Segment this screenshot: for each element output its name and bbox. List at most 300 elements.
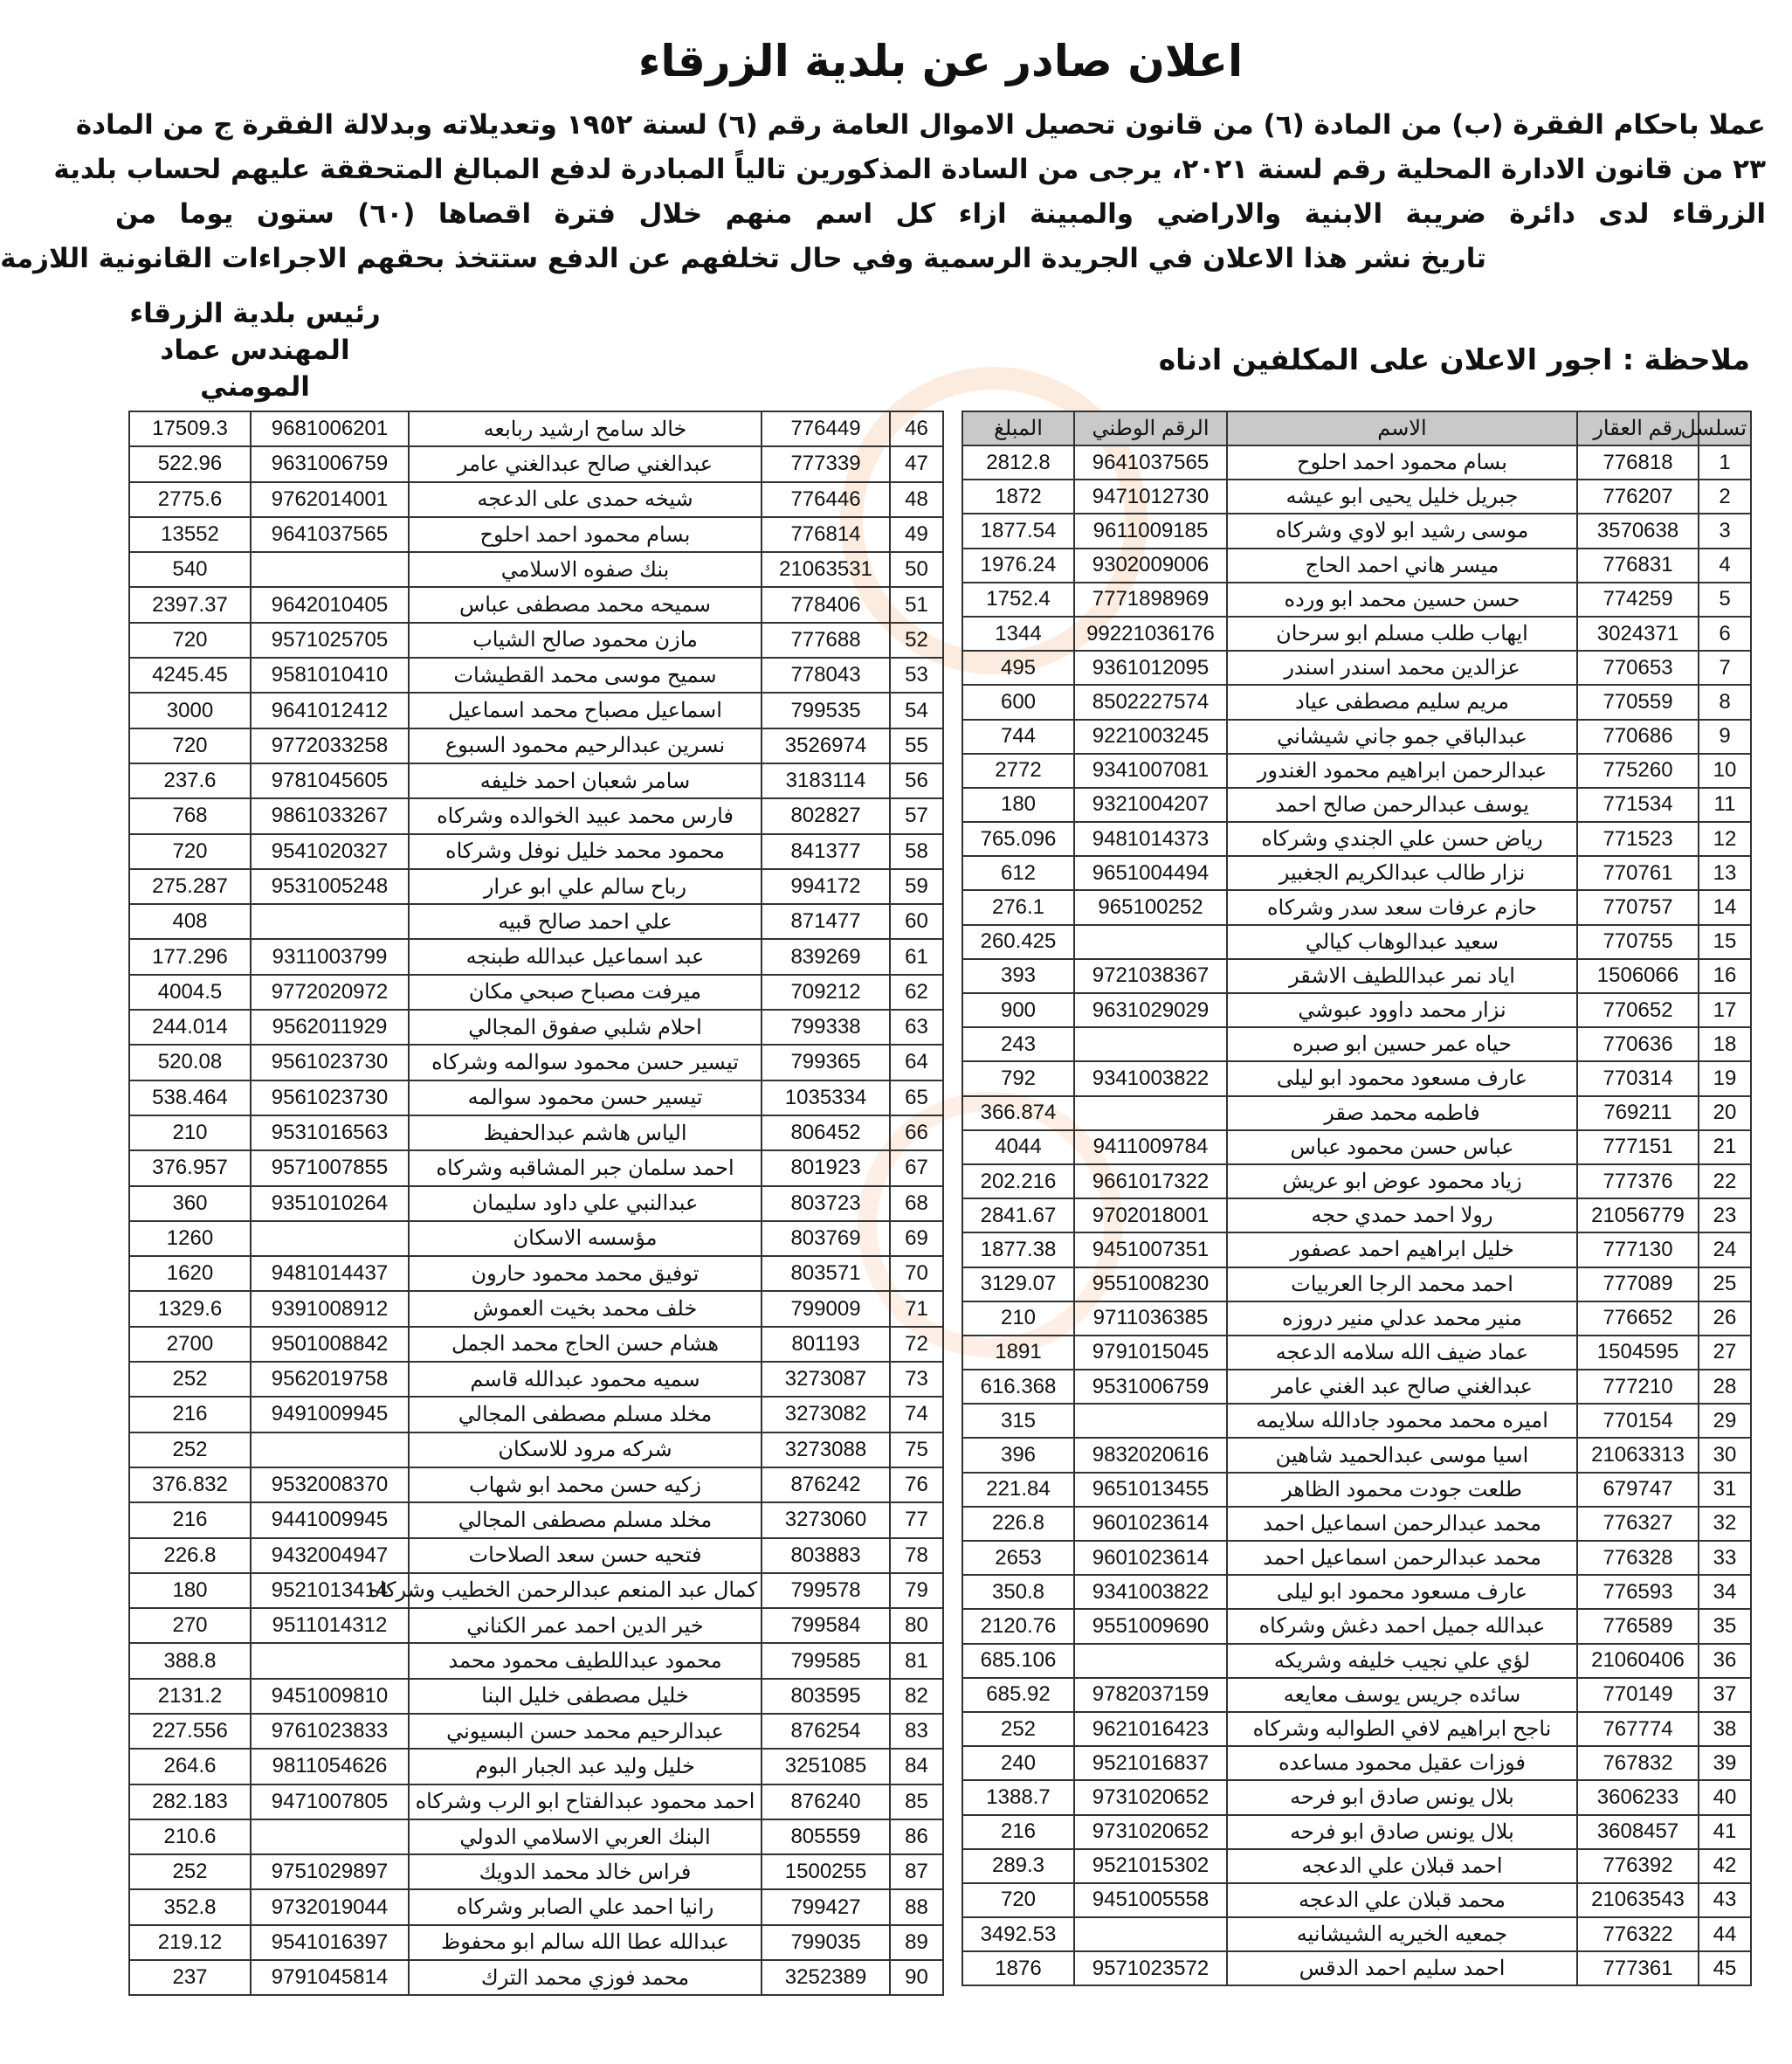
body-line: ٢٣ من قانون الادارة المحلية رقم لسنة ٢٠٢١، يرجى من السادة المذكورين تالياً المبادرة لدفع المبالغ المتحققة عليهم لحساب بلدية bbox=[53, 154, 1766, 185]
cell-name: خالد سامح ارشيد ربابعه bbox=[409, 411, 762, 446]
cell-national-id: 9441009945 bbox=[251, 1502, 409, 1537]
cell-property-number: 679747 bbox=[1577, 1473, 1699, 1507]
cell-serial: 80 bbox=[890, 1608, 943, 1643]
signature-block bbox=[124, 295, 386, 405]
cell-name: عبدالرحمن ابراهيم محمود الغندور bbox=[1227, 754, 1577, 788]
cell-amount: 244.014 bbox=[129, 1010, 251, 1045]
cell-amount: 2397.37 bbox=[129, 587, 251, 622]
table-row bbox=[962, 1609, 1751, 1643]
cell-property-number: 803769 bbox=[762, 1221, 890, 1256]
cell-national-id: 9791045814 bbox=[251, 1960, 409, 1995]
cell-amount: 264.6 bbox=[129, 1749, 251, 1784]
table-row bbox=[962, 1883, 1751, 1917]
cell-name: كمال عبد المنعم عبدالرحمن الخطيب وشركاه bbox=[409, 1573, 762, 1608]
cell-name: عارف مسعود محمود ابو ليلى bbox=[1227, 1061, 1577, 1095]
cell-name: عارف مسعود محمود ابو ليلى bbox=[1227, 1575, 1577, 1609]
cell-national-id: 7771898969 bbox=[1074, 583, 1227, 617]
cell-property-number: 3570638 bbox=[1577, 514, 1699, 548]
cell-serial: 9 bbox=[1699, 720, 1751, 754]
cell-property-number: 3273088 bbox=[762, 1432, 890, 1467]
cell-serial: 44 bbox=[1699, 1917, 1751, 1951]
table-row bbox=[962, 514, 1751, 548]
cell-amount: 226.8 bbox=[129, 1538, 251, 1573]
cell-amount: 376.832 bbox=[129, 1467, 251, 1502]
cell-amount: 765.096 bbox=[962, 822, 1074, 856]
cell-national-id: 9302009006 bbox=[1074, 549, 1227, 583]
cell-property-number: 769211 bbox=[1577, 1096, 1699, 1130]
cell-name: احمد قبلان علي الدعجه bbox=[1227, 1849, 1577, 1883]
cell-national-id: 9641037565 bbox=[251, 517, 409, 552]
cell-amount: 260.425 bbox=[962, 925, 1074, 959]
cell-name: عبد اسماعيل عبدالله طبنجه bbox=[409, 939, 762, 974]
table-row bbox=[129, 1608, 943, 1643]
cell-amount: 1976.24 bbox=[962, 549, 1074, 583]
cell-amount: 210.6 bbox=[129, 1819, 251, 1854]
cell-national-id: 9832020616 bbox=[1074, 1438, 1227, 1472]
cell-serial: 32 bbox=[1699, 1507, 1751, 1541]
table-row bbox=[962, 651, 1751, 685]
cell-property-number: 776593 bbox=[1577, 1575, 1699, 1609]
table-row bbox=[129, 1467, 943, 1502]
cell-property-number: 770653 bbox=[1577, 651, 1699, 685]
cell-property-number: 777151 bbox=[1577, 1130, 1699, 1164]
cell-name: سميح موسى محمد القطيشات bbox=[409, 658, 762, 693]
table-row bbox=[129, 587, 943, 622]
cell-serial: 86 bbox=[890, 1819, 943, 1854]
cell-serial: 28 bbox=[1699, 1370, 1751, 1404]
cell-property-number: 770314 bbox=[1577, 1061, 1699, 1095]
table-row bbox=[129, 1327, 943, 1362]
cell-amount: 243 bbox=[962, 1027, 1074, 1061]
cell-serial: 33 bbox=[1699, 1541, 1751, 1575]
cell-serial: 84 bbox=[890, 1749, 943, 1784]
cell-national-id: 9471007805 bbox=[251, 1784, 409, 1819]
table-row bbox=[129, 869, 943, 904]
cell-name: خليل وليد عبد الجبار البوم bbox=[409, 1749, 762, 1784]
cell-name: سائده جريس يوسف معايعه bbox=[1227, 1678, 1577, 1712]
cell-property-number: 776449 bbox=[762, 411, 890, 446]
header-serial: تسلسل bbox=[1699, 411, 1751, 445]
cell-amount: 252 bbox=[129, 1362, 251, 1397]
cell-amount: 216 bbox=[962, 1815, 1074, 1849]
cell-national-id: 9571023572 bbox=[1074, 1951, 1227, 1985]
table-row bbox=[129, 1538, 943, 1573]
table-row bbox=[129, 1150, 943, 1185]
cell-amount: 1752.4 bbox=[962, 583, 1074, 617]
cell-property-number: 776818 bbox=[1577, 445, 1699, 480]
table-row bbox=[962, 1267, 1751, 1301]
table-row bbox=[129, 1925, 943, 1960]
cell-property-number: 776814 bbox=[762, 517, 890, 552]
cell-national-id: 9791015045 bbox=[1074, 1336, 1227, 1370]
cell-national-id bbox=[251, 1819, 409, 1854]
cell-national-id: 9571007855 bbox=[251, 1150, 409, 1185]
table-row bbox=[129, 1679, 943, 1714]
cell-national-id: 9761023833 bbox=[251, 1714, 409, 1749]
cell-serial: 85 bbox=[890, 1784, 943, 1819]
cell-name: محمد قبلان علي الدعجه bbox=[1227, 1883, 1577, 1917]
cell-name: رولا احمد حمدي حجه bbox=[1227, 1198, 1577, 1232]
table-row bbox=[962, 1301, 1751, 1336]
cell-national-id: 9341007081 bbox=[1074, 754, 1227, 788]
cell-national-id: 9751029897 bbox=[251, 1854, 409, 1889]
table-row bbox=[129, 904, 943, 939]
cell-property-number: 770636 bbox=[1577, 1027, 1699, 1061]
cell-property-number: 799427 bbox=[762, 1889, 890, 1924]
cell-property-number: 777339 bbox=[762, 446, 890, 481]
cell-amount: 900 bbox=[962, 993, 1074, 1027]
cell-amount: 538.464 bbox=[129, 1080, 251, 1115]
cell-amount: 2841.67 bbox=[962, 1198, 1074, 1232]
cell-name: الياس هاشم عبدالحفيظ bbox=[409, 1115, 762, 1150]
cell-serial: 90 bbox=[890, 1960, 943, 1995]
table-row bbox=[962, 480, 1751, 514]
cell-name: احمد سليم احمد الدقس bbox=[1227, 1951, 1577, 1985]
cell-amount: 2772 bbox=[962, 754, 1074, 788]
cell-national-id bbox=[251, 1432, 409, 1467]
cell-serial: 13 bbox=[1699, 856, 1751, 890]
cell-serial: 17 bbox=[1699, 993, 1751, 1027]
cell-serial: 58 bbox=[890, 834, 943, 869]
cell-amount: 216 bbox=[129, 1502, 251, 1537]
cell-name: نزار طالب عبدالكريم الجغبير bbox=[1227, 856, 1577, 890]
cell-property-number: 3608457 bbox=[1577, 1815, 1699, 1849]
cell-property-number: 777376 bbox=[1577, 1164, 1699, 1198]
cell-amount: 227.556 bbox=[129, 1714, 251, 1749]
table-row bbox=[129, 1960, 943, 1995]
cell-serial: 30 bbox=[1699, 1438, 1751, 1472]
cell-property-number: 871477 bbox=[762, 904, 890, 939]
table-row bbox=[129, 1432, 943, 1467]
cell-national-id bbox=[1074, 1917, 1227, 1951]
cell-property-number: 778406 bbox=[762, 587, 890, 622]
cell-property-number: 799035 bbox=[762, 1925, 890, 1960]
table-row bbox=[129, 1221, 943, 1256]
cell-amount: 350.8 bbox=[962, 1575, 1074, 1609]
cell-amount: 1344 bbox=[962, 617, 1074, 651]
cell-property-number: 21056779 bbox=[1577, 1198, 1699, 1232]
cell-amount: 3000 bbox=[129, 693, 251, 728]
cell-amount: 408 bbox=[129, 904, 251, 939]
table-row bbox=[129, 482, 943, 517]
cell-amount: 366.874 bbox=[962, 1096, 1074, 1130]
cell-name: محمد عبدالرحمن اسماعيل احمد bbox=[1227, 1507, 1577, 1541]
cell-name: محمد فوزي محمد الترك bbox=[409, 1960, 762, 1995]
cell-name: عماد ضيف الله سلامه الدعجه bbox=[1227, 1336, 1577, 1370]
cell-property-number: 801923 bbox=[762, 1150, 890, 1185]
cell-amount: 720 bbox=[129, 728, 251, 763]
table-row bbox=[962, 1404, 1751, 1438]
cell-serial: 52 bbox=[890, 623, 943, 658]
body-line: تاريخ نشر هذا الاعلان في الجريدة الرسمية وفي حال تخلفهم عن الدفع ستتخذ بحقهم الاجراءات القانونية اللازمة bbox=[0, 243, 1486, 274]
cell-amount: 720 bbox=[129, 834, 251, 869]
cell-property-number: 841377 bbox=[762, 834, 890, 869]
cell-serial: 69 bbox=[890, 1221, 943, 1256]
cell-serial: 34 bbox=[1699, 1575, 1751, 1609]
cell-property-number: 776322 bbox=[1577, 1917, 1699, 1951]
cell-amount: 1877.38 bbox=[962, 1232, 1074, 1267]
cell-serial: 78 bbox=[890, 1538, 943, 1573]
cell-name: مخلد مسلم مصطفى المجالي bbox=[409, 1502, 762, 1537]
cell-serial: 66 bbox=[890, 1115, 943, 1150]
cell-national-id: 9511014312 bbox=[251, 1608, 409, 1643]
cell-serial: 88 bbox=[890, 1889, 943, 1924]
table-row bbox=[962, 1232, 1751, 1267]
cell-amount: 252 bbox=[962, 1712, 1074, 1746]
cell-serial: 67 bbox=[890, 1150, 943, 1185]
cell-name: زكيه حسن محمد ابو شهاب bbox=[409, 1467, 762, 1502]
cell-amount: 1620 bbox=[129, 1256, 251, 1291]
table-row bbox=[129, 1397, 943, 1432]
table-header bbox=[962, 411, 1751, 445]
cell-property-number: 3251085 bbox=[762, 1749, 890, 1784]
cell-name: سميحه محمد مصطفى عباس bbox=[409, 587, 762, 622]
cell-property-number: 770761 bbox=[1577, 856, 1699, 890]
cell-name: اميره محمد محمود جادالله سلايمه bbox=[1227, 1404, 1577, 1438]
table-row bbox=[962, 1849, 1751, 1883]
cell-amount: 792 bbox=[962, 1061, 1074, 1095]
header-property: رقم العقار bbox=[1577, 411, 1699, 445]
cell-national-id: 9521013414 bbox=[251, 1573, 409, 1608]
table-row bbox=[129, 975, 943, 1010]
cell-serial: 12 bbox=[1699, 822, 1751, 856]
cell-property-number: 771534 bbox=[1577, 788, 1699, 822]
cell-national-id: 9561023730 bbox=[251, 1045, 409, 1080]
cell-name: اياد نمر عبداللطيف الاشقر bbox=[1227, 959, 1577, 993]
cell-name: خليل مصطفى خليل البنا bbox=[409, 1679, 762, 1714]
cell-amount: 270 bbox=[129, 1608, 251, 1643]
cell-property-number: 1506066 bbox=[1577, 959, 1699, 993]
cell-national-id: 9361012095 bbox=[1074, 651, 1227, 685]
cell-serial: 45 bbox=[1699, 1951, 1751, 1985]
table-row bbox=[962, 1438, 1751, 1472]
cell-name: تيسير حسن محمود سوالمه وشركاه bbox=[409, 1045, 762, 1080]
cell-national-id: 9451005558 bbox=[1074, 1883, 1227, 1917]
cell-national-id: 9861033267 bbox=[251, 798, 409, 833]
cell-serial: 41 bbox=[1699, 1815, 1751, 1849]
cell-property-number: 799535 bbox=[762, 693, 890, 728]
cell-name: جبريل خليل يحيى ابو عيشه bbox=[1227, 480, 1577, 514]
cell-property-number: 776328 bbox=[1577, 1541, 1699, 1575]
cell-property-number: 3273087 bbox=[762, 1362, 890, 1397]
cell-name: خير الدين احمد عمر الكناني bbox=[409, 1608, 762, 1643]
cell-national-id: 9781045605 bbox=[251, 763, 409, 798]
cell-name: رانيا احمد علي الصابر وشركاه bbox=[409, 1889, 762, 1924]
cell-amount: 237.6 bbox=[129, 763, 251, 798]
cell-property-number: 876254 bbox=[762, 1714, 890, 1749]
cell-name: حازم عرفات سعد سدر وشركاه bbox=[1227, 890, 1577, 924]
cell-national-id: 9651013455 bbox=[1074, 1473, 1227, 1507]
cell-serial: 71 bbox=[890, 1291, 943, 1326]
table-row bbox=[129, 1889, 943, 1924]
cell-national-id: 9571025705 bbox=[251, 623, 409, 658]
cell-national-id: 9531006759 bbox=[1074, 1370, 1227, 1404]
cell-amount: 1260 bbox=[129, 1221, 251, 1256]
cell-amount: 180 bbox=[962, 788, 1074, 822]
table-row bbox=[962, 754, 1751, 788]
cell-serial: 83 bbox=[890, 1714, 943, 1749]
body-line: عملا باحكام الفقرة (ب) من المادة (٦) من قانون تحصيل الاموال العامة رقم (٦) لسنة ١٩٥٢ وتعديلاته وبدلالة الفقرة ج من المادة bbox=[75, 109, 1766, 141]
cell-serial: 3 bbox=[1699, 514, 1751, 548]
cell-serial: 16 bbox=[1699, 959, 1751, 993]
table-row bbox=[129, 1045, 943, 1080]
cell-property-number: 1500255 bbox=[762, 1854, 890, 1889]
cell-name: فارس محمد عبيد الخوالده وشركاه bbox=[409, 798, 762, 833]
cell-amount: 275.287 bbox=[129, 869, 251, 904]
cell-national-id: 9541016397 bbox=[251, 1925, 409, 1960]
table-row bbox=[129, 1080, 943, 1115]
cell-amount: 495 bbox=[962, 651, 1074, 685]
cell-serial: 1 bbox=[1699, 445, 1751, 480]
cell-national-id: 9541020327 bbox=[251, 834, 409, 869]
table-row bbox=[962, 1473, 1751, 1507]
table-row bbox=[962, 788, 1751, 822]
cell-name: شيخه حمدى على الدعجه bbox=[409, 482, 762, 517]
cell-name: فراس خالد محمد الدويك bbox=[409, 1854, 762, 1889]
cell-name: نسرين عبدالرحيم محمود السبوع bbox=[409, 728, 762, 763]
table-row bbox=[129, 1010, 943, 1045]
cell-serial: 47 bbox=[890, 446, 943, 481]
cell-amount: 2700 bbox=[129, 1327, 251, 1362]
cell-amount: 600 bbox=[962, 685, 1074, 719]
cell-amount: 1388.7 bbox=[962, 1780, 1074, 1814]
cell-name: زياد محمود عوض ابو عريش bbox=[1227, 1164, 1577, 1198]
cell-national-id: 9562019758 bbox=[251, 1362, 409, 1397]
cell-name: رياض حسن علي الجندي وشركاه bbox=[1227, 822, 1577, 856]
cell-amount: 276.1 bbox=[962, 890, 1074, 924]
cell-property-number: 994172 bbox=[762, 869, 890, 904]
cell-property-number: 776589 bbox=[1577, 1609, 1699, 1643]
table-row bbox=[129, 517, 943, 552]
cell-amount: 2775.6 bbox=[129, 482, 251, 517]
table-row bbox=[962, 890, 1751, 924]
table-row bbox=[962, 925, 1751, 959]
cell-national-id: 9621016423 bbox=[1074, 1712, 1227, 1746]
cell-serial: 61 bbox=[890, 939, 943, 974]
cell-name: احمد محمود عبدالفتاح ابو الرب وشركاه bbox=[409, 1784, 762, 1819]
cell-serial: 27 bbox=[1699, 1336, 1751, 1370]
cell-national-id: 8502227574 bbox=[1074, 685, 1227, 719]
table-row bbox=[129, 1362, 943, 1397]
cell-national-id: 9601023614 bbox=[1074, 1507, 1227, 1541]
cell-national-id bbox=[251, 1221, 409, 1256]
cell-serial: 6 bbox=[1699, 617, 1751, 651]
cell-property-number: 21063531 bbox=[762, 552, 890, 587]
cell-national-id: 9531016563 bbox=[251, 1115, 409, 1150]
cell-property-number: 3606233 bbox=[1577, 1780, 1699, 1814]
table-row bbox=[129, 1186, 943, 1221]
cell-serial: 64 bbox=[890, 1045, 943, 1080]
cell-amount: 219.12 bbox=[129, 1925, 251, 1960]
cell-name: توفيق محمد محمود حارون bbox=[409, 1256, 762, 1291]
cell-national-id: 9611009185 bbox=[1074, 514, 1227, 548]
cell-name: حياه عمر حسين ابو صبره bbox=[1227, 1027, 1577, 1061]
cell-amount: 540 bbox=[129, 552, 251, 587]
cell-national-id: 9641012412 bbox=[251, 693, 409, 728]
cell-property-number: 770755 bbox=[1577, 925, 1699, 959]
cell-property-number: 799585 bbox=[762, 1643, 890, 1678]
cell-serial: 77 bbox=[890, 1502, 943, 1537]
cell-amount: 1876 bbox=[962, 1951, 1074, 1985]
table-row bbox=[962, 1370, 1751, 1404]
cell-property-number: 801193 bbox=[762, 1327, 890, 1362]
cell-serial: 39 bbox=[1699, 1746, 1751, 1780]
cell-amount: 202.216 bbox=[962, 1164, 1074, 1198]
cell-serial: 49 bbox=[890, 517, 943, 552]
cell-national-id: 9631006759 bbox=[251, 446, 409, 481]
cell-name: سميه محمود عبدالله قاسم bbox=[409, 1362, 762, 1397]
cell-national-id bbox=[251, 552, 409, 587]
table-row bbox=[129, 1784, 943, 1819]
cell-national-id: 9772020972 bbox=[251, 975, 409, 1010]
cell-national-id: 9642010405 bbox=[251, 587, 409, 622]
cell-property-number: 3273082 bbox=[762, 1397, 890, 1432]
cell-serial: 55 bbox=[890, 728, 943, 763]
cell-property-number: 1035334 bbox=[762, 1080, 890, 1115]
cell-property-number: 803723 bbox=[762, 1186, 890, 1221]
cell-national-id: 9711036385 bbox=[1074, 1301, 1227, 1336]
taxpayers-table-left bbox=[128, 411, 944, 1996]
cell-serial: 43 bbox=[1699, 1883, 1751, 1917]
cell-property-number: 1504595 bbox=[1577, 1336, 1699, 1370]
cell-property-number: 770757 bbox=[1577, 890, 1699, 924]
signature-name: المهندس عماد المومني bbox=[160, 335, 350, 403]
table-row bbox=[129, 1819, 943, 1854]
cell-name: فوزات عقيل محمود مساعده bbox=[1227, 1746, 1577, 1780]
cell-serial: 14 bbox=[1699, 890, 1751, 924]
cell-serial: 31 bbox=[1699, 1473, 1751, 1507]
cell-name: عزالدين محمد اسندر اسندر bbox=[1227, 651, 1577, 685]
cell-amount: 360 bbox=[129, 1186, 251, 1221]
cell-name: عبدالغني صالح عبد الغني عامر bbox=[1227, 1370, 1577, 1404]
cell-serial: 74 bbox=[890, 1397, 943, 1432]
table-row bbox=[129, 1643, 943, 1678]
cell-national-id bbox=[251, 1643, 409, 1678]
cell-amount: 612 bbox=[962, 856, 1074, 890]
cell-serial: 35 bbox=[1699, 1609, 1751, 1643]
table-row bbox=[962, 1678, 1751, 1712]
cell-national-id: 9601023614 bbox=[1074, 1541, 1227, 1575]
table-row bbox=[962, 1096, 1751, 1130]
cell-property-number: 3024371 bbox=[1577, 617, 1699, 651]
table-row bbox=[962, 1336, 1751, 1370]
cell-name: احلام شلبي صفوق المجالي bbox=[409, 1010, 762, 1045]
cell-name: عباس حسن محمود عباس bbox=[1227, 1130, 1577, 1164]
table-row bbox=[962, 1644, 1751, 1678]
cell-amount: 3129.07 bbox=[962, 1267, 1074, 1301]
cell-name: جمعيه الخيريه الشيشانيه bbox=[1227, 1917, 1577, 1951]
cell-property-number: 776207 bbox=[1577, 480, 1699, 514]
cell-amount: 237 bbox=[129, 1960, 251, 1995]
cell-property-number: 799578 bbox=[762, 1573, 890, 1608]
cell-serial: 51 bbox=[890, 587, 943, 622]
cell-serial: 48 bbox=[890, 482, 943, 517]
cell-serial: 24 bbox=[1699, 1232, 1751, 1267]
cell-property-number: 802827 bbox=[762, 798, 890, 833]
cell-serial: 60 bbox=[890, 904, 943, 939]
cell-property-number: 767774 bbox=[1577, 1712, 1699, 1746]
cell-serial: 15 bbox=[1699, 925, 1751, 959]
cell-property-number: 805559 bbox=[762, 1819, 890, 1854]
cell-name: مؤسسه الاسكان bbox=[409, 1221, 762, 1256]
cell-name: محمد عبدالرحمن اسماعيل احمد bbox=[1227, 1541, 1577, 1575]
cell-name: ميرفت مصباح صبحي مكان bbox=[409, 975, 762, 1010]
table-row bbox=[129, 1749, 943, 1784]
cell-national-id: 9351010264 bbox=[251, 1186, 409, 1221]
signature-title: رئيس بلدية الزرقاء bbox=[129, 298, 381, 329]
cell-amount: 2653 bbox=[962, 1541, 1074, 1575]
cell-name: فتحيه حسن سعد الصلاحات bbox=[409, 1538, 762, 1573]
